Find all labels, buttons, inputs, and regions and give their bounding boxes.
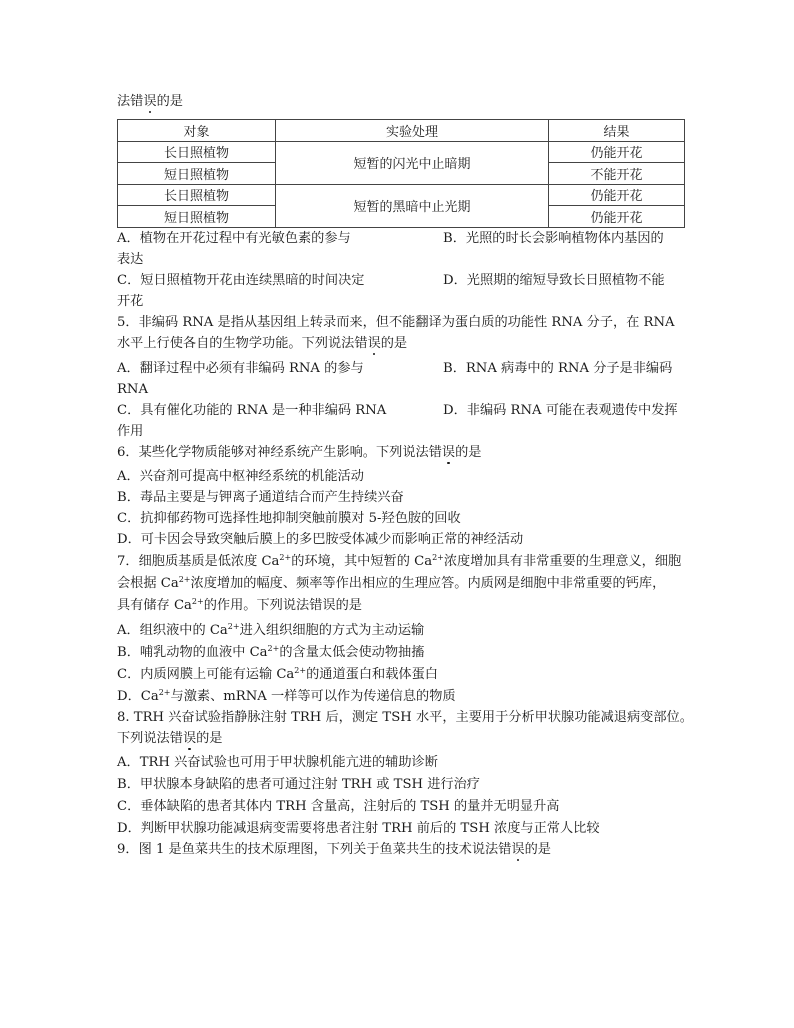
q5-option-d: D．非编码 RNA 可能在表观遗传中发挥 — [443, 403, 678, 418]
table-cell-subject: 长日照植物 — [118, 141, 276, 163]
q5-option-d-cont: 作用 — [117, 424, 144, 439]
q8-option-b: B．甲状腺本身缺陷的患者可通过注射 TRH 或 TSH 进行治疗 — [117, 777, 480, 792]
emphasis-char: 误 — [441, 445, 456, 460]
q4-option-a: A．植物在开花过程中有光敏色素的参与 — [117, 231, 351, 246]
table-cell-treatment: 短暂的闪光中止暗期 — [276, 141, 549, 184]
superscript: 2+ — [191, 597, 204, 606]
q4-option-b: B．光照的时长会影响植物体内基因的 — [443, 231, 664, 246]
q7-option-c — [117, 665, 438, 685]
text: 的是 — [196, 731, 223, 746]
text: 6．某些化学物质能够对神经系统产生影响。下列说法错 — [117, 445, 442, 460]
text: 的是 — [380, 336, 408, 351]
table-cell-treatment: 短暂的黑暗中止光期 — [276, 184, 549, 227]
q6-option-b: B．毒品主要是与钾离子通道结合而产生持续兴奋 — [117, 490, 404, 505]
experiment-table — [117, 119, 685, 228]
q7-option-a — [117, 621, 424, 641]
text: 会根据 Ca — [117, 576, 179, 591]
text: C．内质网膜上可能有运输 Ca — [117, 667, 295, 682]
table-cell-result: 仍能开花 — [549, 184, 685, 206]
q5-option-a: A．翻译过程中必须有非编码 RNA 的参与 — [117, 361, 364, 376]
q5-option-a-cont: RNA — [117, 382, 148, 397]
q6-option-c: C．抗抑郁药物可选择性地抑制突触前膜对 5-羟色胺的回收 — [117, 511, 461, 526]
table-header-result: 结果 — [549, 120, 685, 142]
text: A．组织液中的 Ca — [117, 623, 228, 638]
text: 9．图 1 是鱼菜共生的技术原理图，下列关于鱼菜共生的技术说法错 — [117, 842, 512, 857]
table-cell-subject: 短日照植物 — [118, 206, 276, 228]
q9-stem — [117, 840, 551, 860]
text: 与激素、mRNA 一样等可以作为传递信息的物质 — [170, 689, 456, 704]
text: 浓度增加的幅度、频率等作出相应的生理应答。内质网是细胞中非常重要的钙库， — [190, 576, 666, 591]
text: 法错 — [117, 94, 144, 109]
q6-option-a: A．兴奋剂可提高中枢神经系统的机能活动 — [117, 469, 364, 484]
q4-option-b-cont: 表达 — [117, 252, 144, 267]
q4-option-d-cont: 开花 — [117, 294, 144, 309]
q7-stem-line1 — [117, 552, 681, 572]
text: B．哺乳动物的血液中 Ca — [117, 645, 268, 660]
table-header-treatment: 实验处理 — [276, 120, 549, 142]
q6-stem — [117, 443, 481, 463]
text: D．Ca — [117, 689, 159, 704]
superscript: 2+ — [432, 553, 444, 562]
emphasis-char: 误 — [182, 731, 197, 746]
q5-option-c: C．具有催化功能的 RNA 是一种非编码 RNA — [117, 403, 387, 418]
q7-option-b — [117, 643, 424, 663]
text: 浓度增加具有非常重要的生理意义，细胞 — [443, 554, 682, 569]
text: 下列说法错 — [117, 731, 183, 746]
table-cell-result: 仍能开花 — [549, 206, 685, 228]
q7-stem-line2 — [117, 574, 665, 594]
q8-option-d: D．判断甲状腺功能减退病变需要将患者注射 TRH 前后的 TSH 浓度与正常人比较 — [117, 821, 600, 836]
q7-option-d — [117, 687, 456, 707]
q7-stem-line3 — [117, 596, 362, 616]
superscript: 2+ — [227, 622, 240, 631]
text: 水平上行使各自的生物学功能。下列说法错 — [117, 336, 368, 351]
superscript: 2+ — [267, 644, 280, 653]
superscript: 2+ — [279, 553, 292, 562]
text: 的通道蛋白和载体蛋白 — [306, 667, 438, 682]
text: 进入组织细胞的方式为主动运输 — [239, 623, 425, 638]
table-row — [118, 184, 685, 206]
q8-option-c: C．垂体缺陷的患者其体内 TRH 含量高，注射后的 TSH 的量并无明显升高 — [117, 799, 560, 814]
q5-option-b: B．RNA 病毒中的 RNA 分子是非编码 — [443, 361, 673, 376]
text: 7．细胞质基质是低浓度 Ca — [117, 554, 280, 569]
table-cell-result: 仍能开花 — [549, 141, 685, 163]
superscript: 2+ — [178, 575, 191, 584]
text: 的是 — [524, 842, 551, 857]
table-row — [118, 141, 685, 163]
emphasis-char: 误 — [143, 94, 157, 109]
q8-stem-line2 — [117, 729, 223, 749]
table-cell-subject: 短日照植物 — [118, 163, 276, 185]
q4-option-c: C．短日照植物开花由连续黑暗的时间决定 — [117, 273, 365, 288]
text: 的作用。下列说法错误的是 — [203, 598, 362, 613]
text: 具有储存 Ca — [117, 598, 192, 613]
superscript: 2+ — [158, 688, 171, 697]
q8-option-a: A．TRH 兴奋试验也可用于甲状腺机能亢进的辅助诊断 — [117, 755, 438, 770]
text: 的含量太低会使动物抽搐 — [279, 645, 425, 660]
q8-stem-line1: 8. TRH 兴奋试验指静脉注射 TRH 后，测定 TSH 水平，主要用于分析甲状腺功能减退病变部位。 — [117, 710, 693, 725]
emphasis-char: 误 — [511, 842, 525, 857]
q5-stem-line1: 5．非编码 RNA 是指从基因组上转录而来，但不能翻译为蛋白质的功能性 RNA 分子，在 RNA — [117, 315, 675, 330]
q6-option-d: D．可卡因会导致突触后膜上的多巴胺受体减少而影响正常的神经活动 — [117, 532, 524, 547]
q4-option-d: D．光照期的缩短导致长日照植物不能 — [443, 273, 665, 288]
table-cell-result: 不能开花 — [549, 163, 685, 185]
superscript: 2+ — [294, 666, 307, 675]
q5-stem-line2 — [117, 334, 407, 354]
table-cell-subject: 长日照植物 — [118, 184, 276, 206]
emphasis-char: 误 — [367, 336, 381, 351]
text: 的是 — [156, 94, 183, 109]
text: 的环境，其中短暂的 Ca — [291, 554, 433, 569]
text: 的是 — [455, 445, 482, 460]
table-header-row — [118, 120, 685, 142]
table-header-subject: 对象 — [118, 120, 276, 142]
q4-stem-tail — [117, 92, 183, 112]
